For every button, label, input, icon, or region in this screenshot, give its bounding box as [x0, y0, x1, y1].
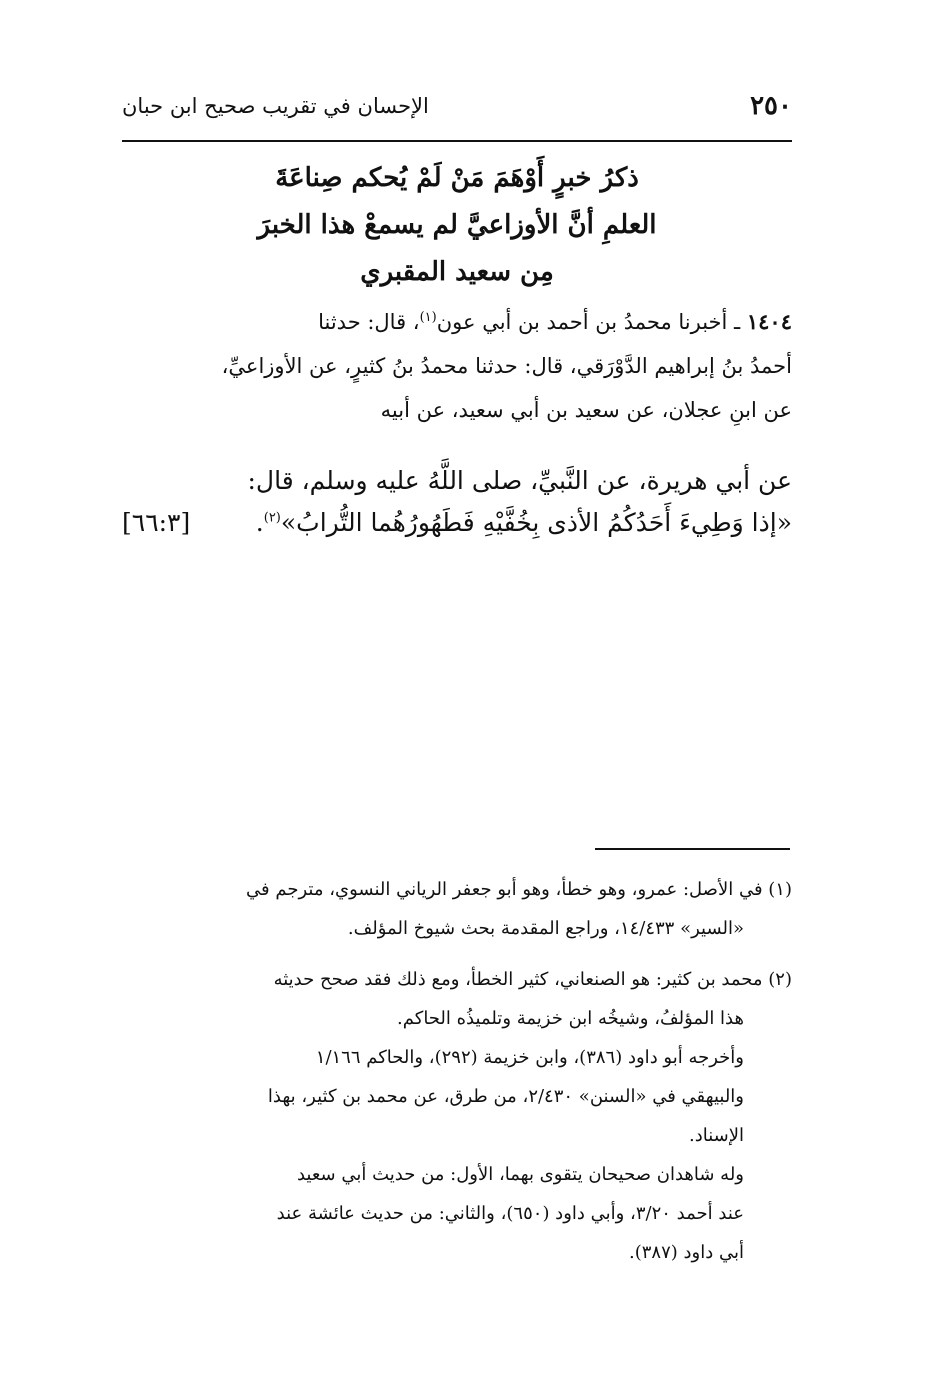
- isnad-text: ـ أخبرنا محمدُ بن أحمد بن أبي عون: [436, 310, 741, 334]
- isnad-line: أحمدُ بنُ إبراهيم الدَّوْرَقي، قال: حدثنا محمدُ بنُ كثيرٍ، عن الأوزاعيِّ،: [221, 354, 792, 378]
- chapter-heading: [122, 155, 792, 296]
- footnote-line: هذا المؤلفُ، وشيخُه ابن خزيمة وتلميذُه الحاكم.: [397, 1008, 744, 1029]
- footnote-line: عند أحمد ٣/٢٠، وأبي داود (٦٥٠)، والثاني: من حديث عائشة عند: [276, 1203, 744, 1224]
- footnote-1: [122, 870, 792, 948]
- hadith-matn: [122, 460, 792, 544]
- footnote-2: [122, 960, 792, 1272]
- footnote-line: (٢) محمد بن كثير: هو الصنعاني، كثير الخطأ، ومع ذلك فقد صحح حديثه: [273, 969, 792, 990]
- hadith-number: ١٤٠٤: [746, 309, 792, 334]
- matn-line: [122, 502, 792, 544]
- hadith-reference: [٦٦:٣]: [122, 508, 191, 537]
- matn-text: «إذا وَطِيءَ أَحَدُكُمُ الأذى بِخُفَّيْهِ فَطَهُورُهُما التُّرابُ»: [280, 508, 792, 537]
- header-rule: [122, 140, 792, 142]
- isnad-text: ، قال: حدثنا: [318, 310, 420, 334]
- footnote-line: والبيهقي في «السنن» ٢/٤٣٠، من طرق، عن محمد بن كثير، بهذا: [267, 1086, 744, 1107]
- chapter-heading-line: العلمِ أنَّ الأوزاعيَّ لم يسمعْ هذا الخبرَ: [257, 210, 657, 240]
- matn-text: .: [255, 508, 264, 537]
- chapter-heading-line: ذكرُ خبرٍ أَوْهَمَ مَنْ لَمْ يُحكم صِناعَةَ: [275, 163, 639, 193]
- footnote-line: أبي داود (٣٨٧).: [629, 1242, 744, 1263]
- footnote-line: وأخرجه أبو داود (٣٨٦)، وابن خزيمة (٢٩٢)، والحاكم ١/١٦٦: [315, 1047, 744, 1068]
- footnote-line: وله شاهدان صحيحان يتقوى بهما، الأول: من حديث أبي سعيد: [296, 1164, 744, 1185]
- matn-text: عن أبي هريرة، عن النَّبيِّ، صلى اللَّهُ عليه وسلم، قال:: [247, 466, 792, 495]
- matn-line: [122, 460, 792, 502]
- matn-text-wrap: [256, 502, 792, 544]
- footnote-line: (١) في الأصل: عمرو، وهو خطأ، وهو أبو جعفر الرياني النسوي، مترجم في: [246, 879, 792, 900]
- footnote-separator: [595, 848, 790, 850]
- footnote-line: «السير» ١٤/٤٣٣، وراجع المقدمة بحث شيوخ المؤلف.: [347, 918, 744, 939]
- page-header: [122, 86, 792, 126]
- hadith-isnad: [122, 300, 792, 432]
- running-title: الإحسان في تقريب صحيح ابن حبان: [122, 94, 429, 118]
- isnad-line: [122, 300, 792, 344]
- footnote-marker: (٢): [263, 510, 281, 526]
- isnad-line: عن ابنِ عجلان، عن سعيد بن أبي سعيد، عن أبيه: [380, 398, 792, 422]
- footnote-line: الإسناد.: [688, 1125, 744, 1146]
- footnote-marker: (١): [419, 310, 437, 325]
- chapter-heading-line: مِن سعيد المقبري: [360, 257, 554, 287]
- footnotes: [122, 870, 792, 1284]
- page-number: ٢٥٠: [750, 91, 792, 121]
